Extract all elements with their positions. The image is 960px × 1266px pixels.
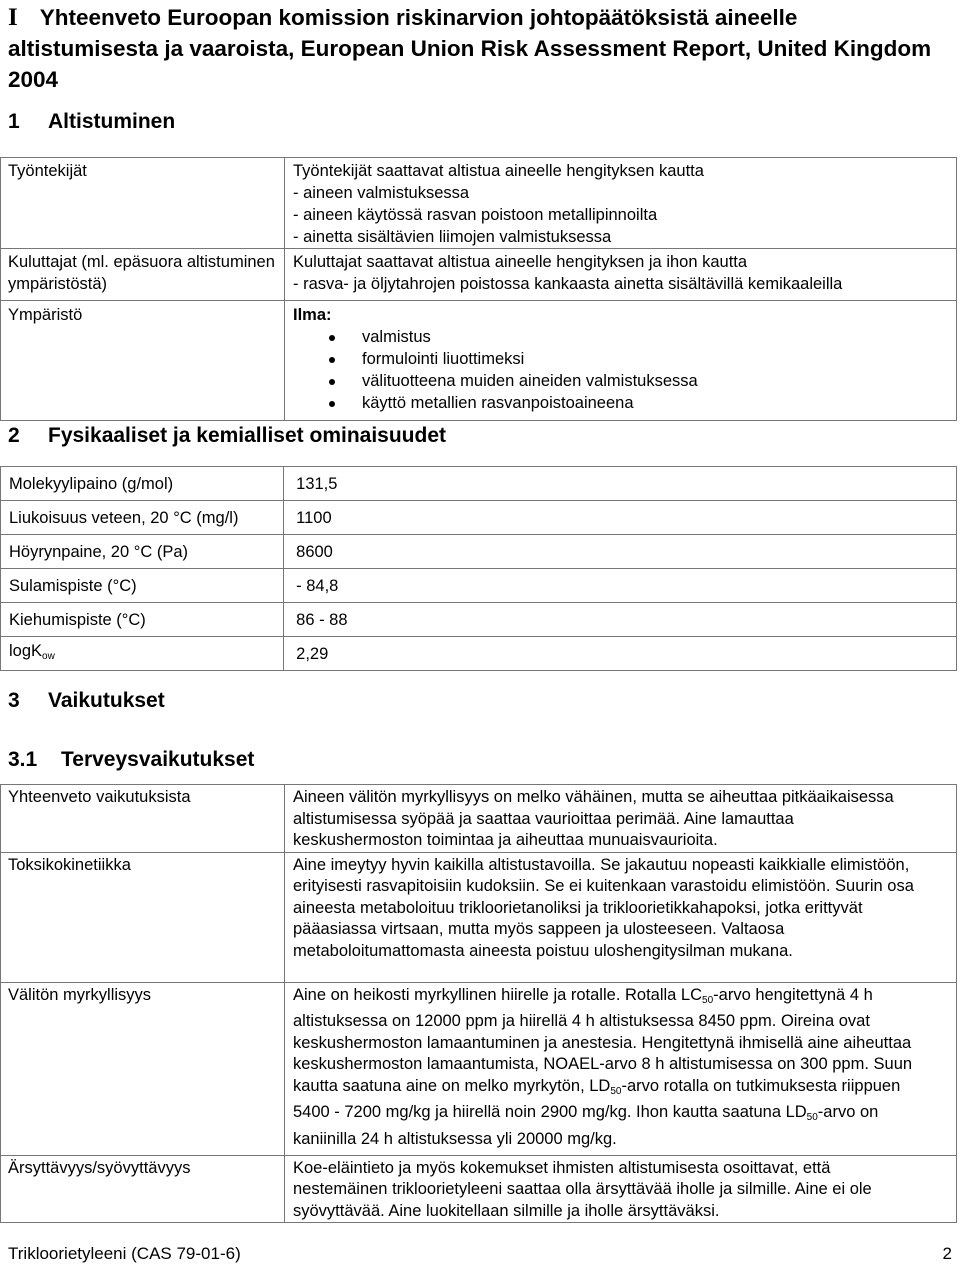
table-row [1,249,957,301]
property-label: Höyrynpaine, 20 °C (Pa) [1,535,284,569]
list-item-text: käyttö metallien rasvanpoistoaineena [362,394,634,412]
footer-page-number: 2 [942,1244,952,1263]
section-3-1-number: 3.1 [8,748,38,771]
footer-document-name: Trikloorietyleeni (CAS 79-01-6) [8,1244,241,1263]
row-content [285,982,957,1155]
section-3-title: Vaikutukset [48,689,165,712]
section-2-title: Fysikaaliset ja kemialliset ominaisuudet [48,424,447,447]
list-item-text: välituotteena muiden aineiden valmistuksessa [362,372,698,390]
table-row [1,569,957,603]
property-value: 2,29 [284,637,957,671]
row-label: Välitön myrkyllisyys [1,982,285,1155]
list-item [293,392,950,414]
table-row [1,785,957,853]
row-label: Ärsyttävyys/syövyttävyys [1,1155,285,1223]
exposure-table [0,157,957,421]
row-text [293,985,926,1151]
section-1-title: Altistuminen [48,110,176,133]
list-item [293,370,950,392]
text-part: -arvo hengitettynä 4 h altistuksessa on 12000 ppm ja hiirellä 4 h altistuksessa 8450 ppm. Oireina ovat keskushermoston lamaantuminen ja anestesia. Hengitettynä ihmisellä aine aiheuttaa keskushermoston lamaantumista, NOAEL-arvo 8 h altistumisessa on 300 ppm. Suun kautta saatuna aine on melko myrkytön, LD [293,985,913,1095]
row-label: Työntekijät [1,158,285,249]
property-value: 1100 [284,501,957,535]
row-text: Koe-eläintieto ja myös kokemukset ihmisten altistumisesta osoittavat, että nestemäinen trikloorietyleeni saattaa olla ärsyttävää iholle ja silmille. Aine ei ole syövyttävää. Aine luokitellaan silmille ja iholle ärsyttäväksi. [293,1158,872,1220]
table-row [1,467,957,501]
table-row [1,501,957,535]
text-line: - rasva- ja öljytahrojen poistossa kankaasta ainetta sisältävillä kemikaaleilla [293,275,843,293]
table-row [1,1155,957,1223]
section-3-1-heading [8,748,254,772]
subscript: 50 [702,994,714,1006]
table-row [1,301,957,421]
section-3-number: 3 [8,689,20,712]
text-part: Aine on heikosti myrkyllinen hiirelle ja rotalle. Rotalla LC [293,985,703,1004]
table-row [1,603,957,637]
table-row [1,158,957,249]
subscript: 50 [806,1112,818,1123]
section-1-number: 1 [8,110,20,133]
row-content [285,1155,957,1223]
logk-subscript: ow [42,650,55,662]
property-value: - 84,8 [284,569,957,603]
row-content [285,852,957,982]
row-label: Yhteenveto vaikutuksista [1,785,285,853]
list-item-text: formulointi liuottimeksi [362,350,525,368]
row-label: Ympäristö [1,301,285,421]
row-text: Aineen välitön myrkyllisyys on melko vähäinen, mutta se aiheuttaa pitkäaikaisessa altistumisessa syöpää ja saattaa vaurioittaa perimää. Aine lamauttaa keskushermoston toimintaa ja aiheuttaa munuaisvaurioita. [293,788,894,849]
row-label: Toksikokinetiikka [1,852,285,982]
row-text: Aine imeytyy hyvin kaikilla altistustavoilla. Se jakautuu nopeasti kaikkialle elimistöön, erityisesti rasvapitoisiin kudoksiin. Se ei kuitenkaan varastoidu elimistöön. Suurin osa aineesta metaboloituu trikloorietanoliksi ja trikloorietikkahapoksi, jotka erittyvät pääasiassa virtsaan, mutta myös sappeen ja ulosteeseen. Valtaosa metaboloitumattomasta aineesta poistuu uloshengitysilman mukana. [293,855,914,960]
property-label [1,637,284,671]
document-title [8,2,948,95]
table-row [1,535,957,569]
property-value: 86 - 88 [284,603,957,637]
list-item-text: valmistus [362,328,431,346]
text-line: - aineen valmistuksessa [293,184,470,202]
bullet-icon [329,335,335,341]
text-line: - aineen käytössä rasvan poistoon metallipinnoilta [293,206,658,224]
row-content [285,785,957,853]
property-label: Sulamispiste (°C) [1,569,284,603]
text-part: -arvo rotalla on tutkimuksesta riippuen 5400 - 7200 mg/kg ja hiirellä noin 2900 mg/kg. Ihon kautta saatuna LD [293,1076,901,1121]
row-label: Kuluttajat (ml. epäsuora altistuminen ympäristöstä) [1,249,285,301]
property-value: 8600 [284,535,957,569]
table-row [1,982,957,1155]
text-line: Työntekijät saattavat altistua aineelle hengityksen kautta [293,162,704,180]
bullet-icon [329,401,335,407]
list-item [293,326,950,348]
property-label: Kiehumispiste (°C) [1,603,284,637]
section-1-heading [8,110,175,134]
text-line: Kuluttajat saattavat altistua aineelle hengityksen ja ihon kautta [293,253,748,271]
bullet-icon [329,379,335,385]
bullet-icon [329,357,335,363]
list-item [293,348,950,370]
property-label: Liukoisuus veteen, 20 °C (mg/l) [1,501,284,535]
emission-list [293,326,950,414]
subscript: 50 [610,1085,622,1097]
row-content [285,158,957,249]
section-3-heading [8,689,165,713]
property-label: Molekyylipaino (g/mol) [1,467,284,501]
text-part: -arvo on kaniinilla 24 h altistuksessa yli 20000 mg/kg. [293,1103,879,1148]
air-heading: Ilma: [293,306,332,324]
row-content [285,249,957,301]
title-text: Yhteenveto Euroopan komission riskinarvion johtopäätöksistä aineelle altistumisesta ja vaaroista, European Union Risk Assessment Report, United Kingdom 2004 [8,5,932,92]
properties-table [0,466,957,671]
table-row [1,852,957,982]
logk-base: logK [9,641,43,660]
section-3-1-title: Terveysvaikutukset [61,748,255,771]
row-content [285,301,957,421]
text-line: - ainetta sisältävien liimojen valmistuksessa [293,228,612,246]
health-effects-table [0,784,957,1223]
table-row [1,637,957,671]
section-2-heading [8,424,446,448]
section-2-number: 2 [8,424,20,447]
property-value: 131,5 [284,467,957,501]
title-roman-numeral: I [8,4,18,31]
